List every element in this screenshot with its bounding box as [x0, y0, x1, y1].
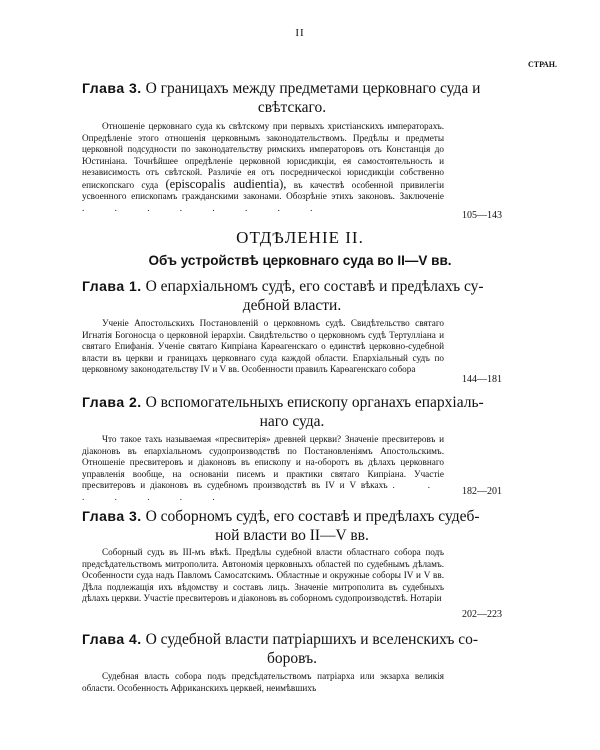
page-range: 144—181 — [462, 374, 502, 385]
chapter-label: Глава 3. — [82, 508, 142, 524]
chapter-title-line: свѣтскаго. — [257, 99, 327, 116]
page-column-label: СТРАН. — [528, 60, 557, 69]
chapter-title-line: О вспомогательныхъ епископу органахъ епархіаль- — [145, 394, 484, 411]
page-number: II — [295, 27, 305, 39]
chapter-title — [82, 507, 502, 545]
chapter-title — [82, 630, 502, 668]
leader-dots: . . . . . . . . — [82, 202, 327, 213]
summary-text: Отношеніе церковнаго суда къ свѣтскому при первыхъ христіанскихъ императорахъ. Опредѣленіе этого отношенія церковнымъ законодательствомъ. Предѣлы и предметы церковной подсудности по законодательству римскихъ императоровъ отъ Констанція до Юстиніана. Точнѣйшее опредѣленіе церковной юрисдикціи, ея самостоятельность и независимость отъ свѣтской. Различіе ея отъ посредническоі юрисдикціи собственно епископскаго суда — [82, 121, 444, 190]
section-title: ОТДѢЛЕНІЕ II. — [236, 228, 364, 247]
chapter-title-line: О судебной власти патріаршихъ и вселенскихъ со- — [145, 631, 479, 648]
chapter-title-line: боровъ. — [267, 650, 317, 667]
chapter-summary — [82, 318, 444, 376]
summary-text: Что такое тахъ называемая «пресвитерія» древней церкви? Значеніе пресвитеровъ и діаконовъ въ епархіальномъ судопроизводствѣ по Постановленіямъ Апостольскимъ. Отношеніе пресвитеровъ и діаконовъ въ епископу и на-оборотъ въ дѣлахъ церковнаго управленія вообще, на основаніи писемъ и практики святаго Кипріана. Участіе пресвитеровъ и діаконовъ въ судебномъ производствѣ въ IV и V вѣкахъ — [82, 434, 444, 490]
chapter-title-line: ной власти во II—V вв. — [215, 527, 369, 544]
chapter-label: Глава 4. — [82, 631, 142, 647]
chapter-title — [82, 79, 502, 117]
chapter-summary — [82, 121, 444, 214]
chapter-label: Глава 3. — [82, 80, 142, 96]
summary-text: въ качествѣ особенной привилегіи усвоенногo епископамъ гражданскими законами. Обозрѣніе этихъ законовъ. Заключеніе — [82, 179, 445, 201]
page-range: 202—223 — [462, 609, 502, 620]
chapter-title-line: О епархіальномъ судѣ, его составѣ и предѣлахъ су- — [145, 278, 484, 295]
chapter-title — [82, 277, 502, 315]
chapter-title — [82, 393, 502, 431]
summary-text: Соборный судъ въ III-мъ вѣкѣ. Предѣлы судебной власти областнаго собора подъ предсѣдательствомъ митрополита. Автономія церковныхъ областей по судебнымъ дѣламъ. Особенности суда надъ Павломъ Самосатскимъ. Областные и окружные соборы IV и V вв. Дѣла подлежащія ихъ вѣдомству и составъ лицъ. Значеніе митрополита въ судебныхъ дѣлахъ церкви. Участіе пресвитеровъ и діаконовъ въ соборномъ судопроизводствѣ. Нотаріи — [82, 547, 444, 603]
summary-text: Судебная власть собора подъ предсѣдательствомъ патріарха или экзарха великія области. Особенность Африканскихъ церквей, неимѣвшихъ — [82, 671, 444, 693]
chapter-label: Глава 2. — [82, 394, 142, 410]
chapter-title-line: О соборномъ судѣ, его составѣ и предѣлахъ судеб- — [145, 508, 480, 525]
chapter-title-line: дебной власти. — [242, 297, 342, 314]
chapter-summary — [82, 434, 444, 503]
section-subtitle: Объ устройствѣ церковнаго суда во II—V вв. — [148, 253, 452, 268]
leader-dots: . . . . . . . — [82, 480, 445, 502]
page-range: 182—201 — [462, 486, 502, 497]
latin-term: (episcopalis audientia), — [165, 176, 287, 191]
summary-text: Ученіе Апостольскихъ Постановленій о церковномъ судѣ. Свидѣтельство святаго Игнатія Богоносца о церковной іерархіи. Свидѣтельство о церковномъ судѣ Тертулліана и святаго Епифанія. Ученіе святаго Кипріана Карѳагенскаго о единствѣ церковно-судебной власти въ церкви и границахъ церковнаго суда каждой области. Епархіальный судъ по церковному законодательству IV и V вв. Особенности правилъ Карѳагенскаго собора — [82, 318, 444, 374]
page-range: 105—143 — [462, 210, 502, 221]
chapter-title-line: О границахъ между предметами церковнаго суда и — [145, 80, 481, 97]
chapter-summary — [82, 547, 444, 605]
chapter-summary — [82, 671, 444, 694]
chapter-title-line: наго суда. — [259, 413, 325, 430]
chapter-label: Глава 1. — [82, 278, 142, 294]
